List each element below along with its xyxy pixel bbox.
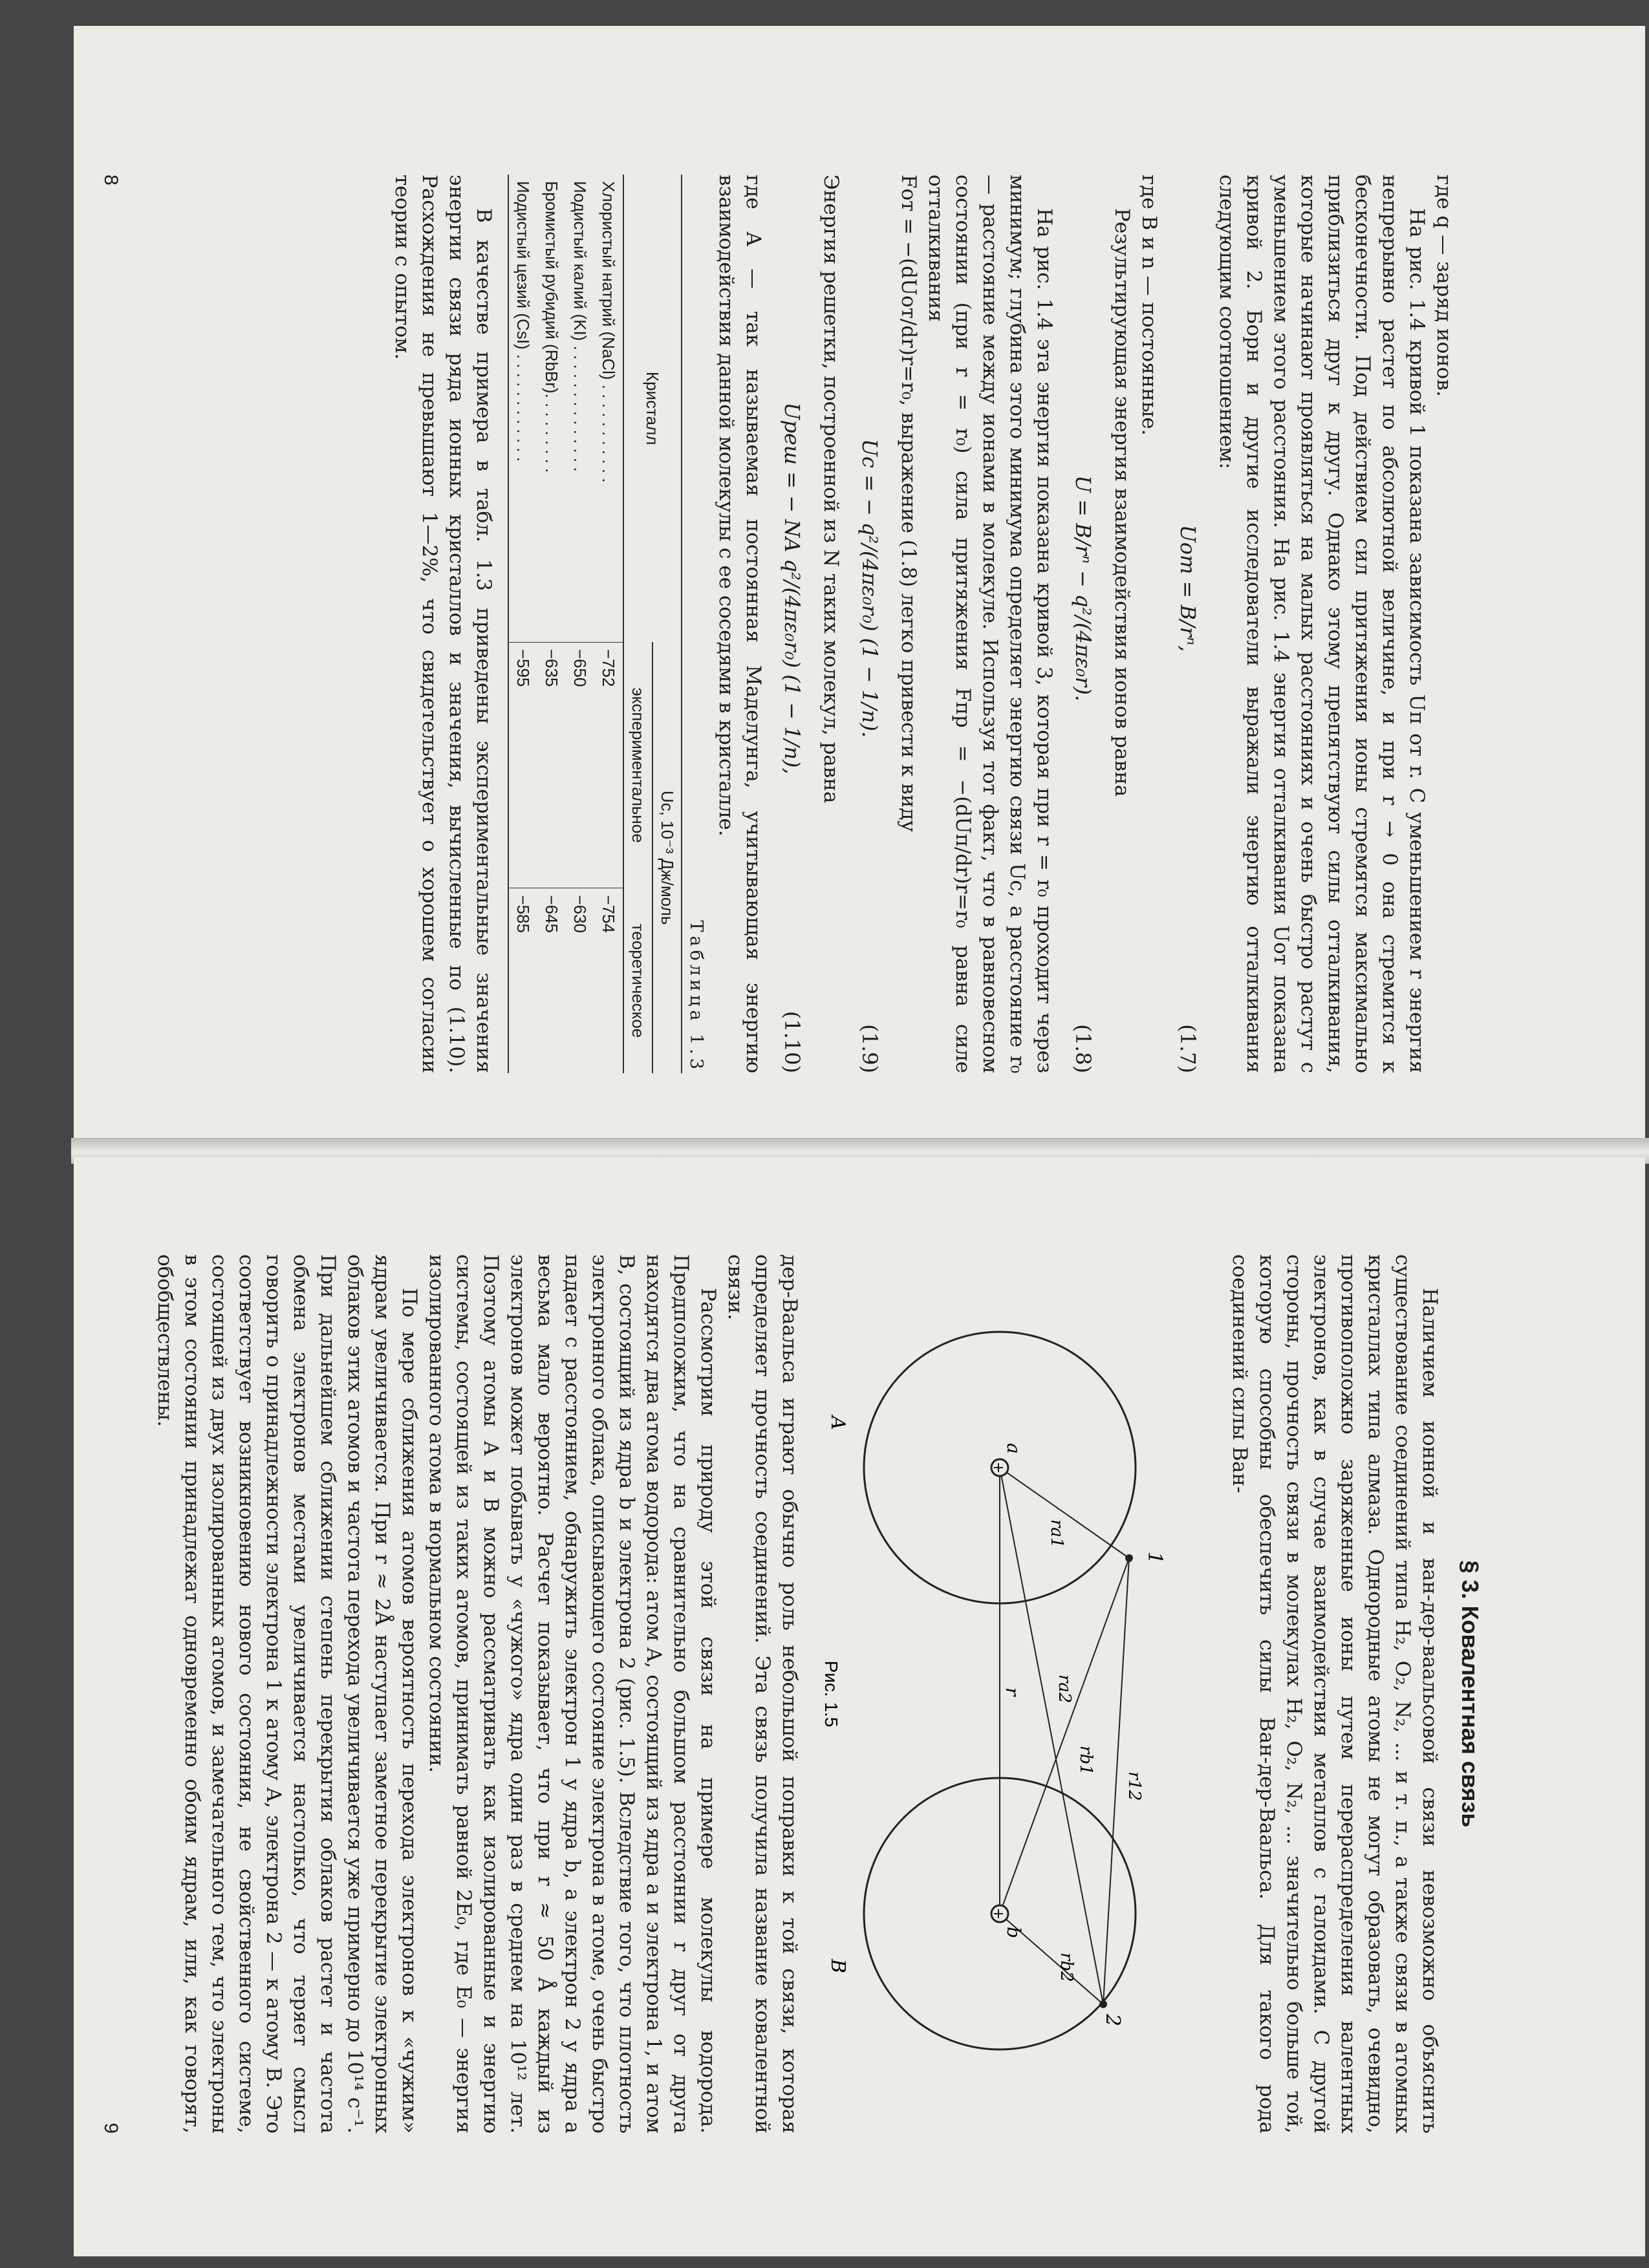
column-header-theor: теоретическое bbox=[623, 888, 652, 1073]
equation-number: (1.10) bbox=[780, 1011, 804, 1073]
cell-name: Хлористый натрий (NaCl) . . . . . . . . . . . bbox=[599, 181, 618, 483]
label-rb2: rb2 bbox=[1057, 1952, 1076, 1982]
line-ra2 bbox=[1000, 1468, 1103, 2004]
left-page bbox=[74, 26, 1645, 1144]
text-line: где q — заряд ионов. bbox=[1432, 175, 1456, 397]
table-row bbox=[537, 175, 566, 1073]
page-number: 9 bbox=[100, 2123, 122, 2134]
equation-number: (1.7) bbox=[1176, 1024, 1200, 1073]
table-row bbox=[594, 175, 623, 1073]
label-r: r bbox=[1002, 1687, 1023, 1696]
paragraph: В качестве примера в табл. 1.3 приведены экспериментальные значения энергии связи ряда ионных кристаллов и значения, вычисленные по (1.10). Расхождения не превышают 1—2%, что свидетельствует о хорошем согласии теории с опытом. bbox=[391, 175, 495, 1073]
paragraph: На рис. 1.4 кривой 1 показана зависимость Uп от r. С уменьшением r энергия непрерывно растет по абсолютной величине, и при r → 0 она стремится к бесконечности. Под действием сил притяжения ионы стремятся максимально приблизиться друг к другу. Однако этому препятствуют силы отталкивания, которые начинают проявляться на малых расстояниях и очень быстро растут с уменьшением этого расстояния. На рис. 1.4 энергия отталкивания Uот показана кривой 2. Борн и другие исследователи выражали энергию отталкивания следующим соотношением: bbox=[1215, 175, 1428, 1073]
paragraph: Результирующая энергия взаимодействия ионов равна bbox=[1110, 208, 1134, 797]
figure-1-5 bbox=[812, 1254, 1213, 2134]
label-r12: r12 bbox=[1125, 1771, 1144, 1801]
cell-theor: −645 bbox=[537, 888, 566, 1073]
label-atom-a: A bbox=[826, 1416, 849, 1430]
plus-icon: + bbox=[990, 1461, 1006, 1474]
paragraph: На рис. 1.4 эта энергия показана кривой 3, которая при r = r₀ проходит через минимум; глубина этого минимума определяет энергию связи Uс, а расстояние r₀ — расстояние между ионами в молекуле. Используя тот факт, что в равновесном состоянии (при r = r₀) сила притяжения Fпр = −(dUп/dr)r=r₀ равна силе отталкивания bbox=[924, 175, 1056, 1073]
paragraph: Рассмотрим природу этой связи на примере молекулы водорода. Предположим, что на сравнительно большом расстоянии r друг от друга находятся два атома водорода: атом A, состоящий из ядра a и электрона 1, и атом B, состоящий из ядра b и электрона 2 (рис. 1.5). Вследствие того, что плотность электронного облака, описывающего состояние электрона в атоме, очень быстро падает с расстоянием, обнаружить электрон 1 у ядра b, а электрон 2 у ядра a весьма мало вероятно. Расчет показывает, что при r ≈ 50 Å каждый из электронов может побывать у «чужого» ядра один раз в среднем на 10¹² лет. Поэтому атомы A и B можно рассматривать как изолированные и энергию системы, состоящей из таких атомов, принимать равной 2E₀, где E₀ — энергия изолированного атома в нормальном состоянии. bbox=[425, 1254, 720, 2134]
equation-number: (1.8) bbox=[1071, 1024, 1095, 1073]
equation-number: (1.9) bbox=[857, 1024, 882, 1073]
paragraph: По мере сближения атомов вероятность перехода электронов к «чужим» ядрам увеличивается. При r ≈ 2Å наступает заметное перекрытие электронных облаков этих атомов и частота перехода увеличивается уже примерно до 10¹⁴ с⁻¹. При дальнейшем сближении степень перекрытия облаков растет и частота обмена электронов местами увеличивается настолько, что теряет смысл говорить о принадлежности электрона 1 к атому A, электрона 2 — к атому B. Это соответствует возникновению нового состояния, не свойственного системе, состоящей из двух изолированных атомов, и замечательного тем, что электроны в этом состоянии принадлежат одновременно обоим ядрам, или, как говорят, обобществлены. bbox=[153, 1254, 421, 2134]
equation-expression: Uот = B/rⁿ, bbox=[1176, 524, 1200, 652]
cell-exp: −635 bbox=[537, 642, 566, 888]
cell-name: Иодистый цезий (CsI) . . . . . . . . . . . . bbox=[513, 181, 533, 462]
column-header-exp: экспериментальное bbox=[623, 642, 652, 888]
cell-exp: −650 bbox=[566, 642, 594, 888]
cell-theor: −630 bbox=[566, 888, 594, 1073]
equation-expression: U = B/rⁿ − q²/(4πε₀r). bbox=[1071, 475, 1095, 701]
label-electron-1: 1 bbox=[1143, 1552, 1166, 1565]
column-header-group: Uс, 10⁻³ Дж/моль bbox=[652, 642, 682, 1073]
table-row bbox=[566, 175, 594, 1073]
data-table bbox=[508, 175, 682, 1073]
label-atom-b: B bbox=[826, 1959, 849, 1974]
paragraph: Наличием ионной и ван-дер-ваальсовой связи невозможно объяснить существование соединений типа H₂, O₂, N₂, ... и т. п., а также связи в атомных кристаллах типа алмаза. Однородные атомы не могут образовать, очевидно, противоположно заряженные ионы путем перераспределения валентных электронов, как в случае взаимодействия металлов с галоидами. С другой стороны, прочность связи в молекулах H₂, O₂, N₂, ... значительно больше той, которую способны обеспечить силы Ван-дер-Ваальса. Для такого рода соединений силы Ван- bbox=[1228, 1254, 1441, 2134]
equation-1-8 bbox=[1071, 175, 1095, 1073]
label-electron-2: 2 bbox=[1101, 2014, 1124, 2027]
line-rb1 bbox=[1000, 1558, 1129, 1914]
cell-exp: −595 bbox=[508, 642, 537, 888]
paragraph: дер-Ваальса играют обычно роль небольшой поправки к той связи, которая определяет прочность соединений. Эта связь получила название ковалентной связи. bbox=[724, 1254, 801, 2134]
label-ra1: ra1 bbox=[1047, 1519, 1066, 1548]
cell-name: Иодистый калий (KI) . . . . . . . . . . . . . . bbox=[570, 181, 590, 472]
cell-theor: −585 bbox=[508, 888, 537, 1073]
equation-expression: Uреш = − NA q²/(4πε₀r₀) (1 − 1/n), bbox=[780, 402, 804, 775]
column-header-crystal: Кристалл bbox=[623, 175, 682, 642]
equation-expression: Uс = − q²/(4πε₀r₀) (1 − 1/n). bbox=[857, 438, 882, 738]
paragraph: Энергия решетки, построенной из N таких молекул, равна bbox=[819, 175, 843, 804]
plus-icon: + bbox=[990, 1907, 1006, 1920]
equation-1-7 bbox=[1176, 175, 1200, 1073]
page-number: 8 bbox=[100, 175, 122, 186]
label-rb1: rb1 bbox=[1076, 1746, 1095, 1775]
section-heading: § 3. Ковалентная связь bbox=[1457, 1560, 1483, 1828]
electron-1 bbox=[1125, 1554, 1133, 1562]
label-nucleus-a: a bbox=[1003, 1443, 1024, 1454]
cell-theor: −754 bbox=[594, 888, 623, 1073]
paragraph: где B и n — постоянные. bbox=[1137, 175, 1161, 436]
cell-exp: −752 bbox=[594, 642, 623, 888]
cell-name: Бромистый рубидий (RbBr). . . . . . . . . bbox=[542, 181, 561, 473]
label-nucleus-b: b bbox=[1003, 1927, 1024, 1938]
figure-caption: Рис. 1.5 bbox=[821, 1660, 841, 1728]
table-caption: Таблица 1.3 bbox=[686, 920, 706, 1073]
equation-1-10 bbox=[780, 175, 804, 1073]
table-row bbox=[508, 175, 537, 1073]
paragraph: где A — так называемая постоянная Маделунга, учитывающая энергию взаимодействия данной молекулы с ее соседями в кристалле. bbox=[715, 175, 765, 1073]
right-page bbox=[74, 1157, 1645, 2256]
label-ra2: ra2 bbox=[1055, 1674, 1074, 1704]
electron-2 bbox=[1099, 2000, 1107, 2008]
equation-1-9 bbox=[857, 175, 882, 1073]
paragraph: Fот = −(dUот/dr)r=r₀, выражение (1.8) легко привести к виду bbox=[897, 175, 920, 832]
